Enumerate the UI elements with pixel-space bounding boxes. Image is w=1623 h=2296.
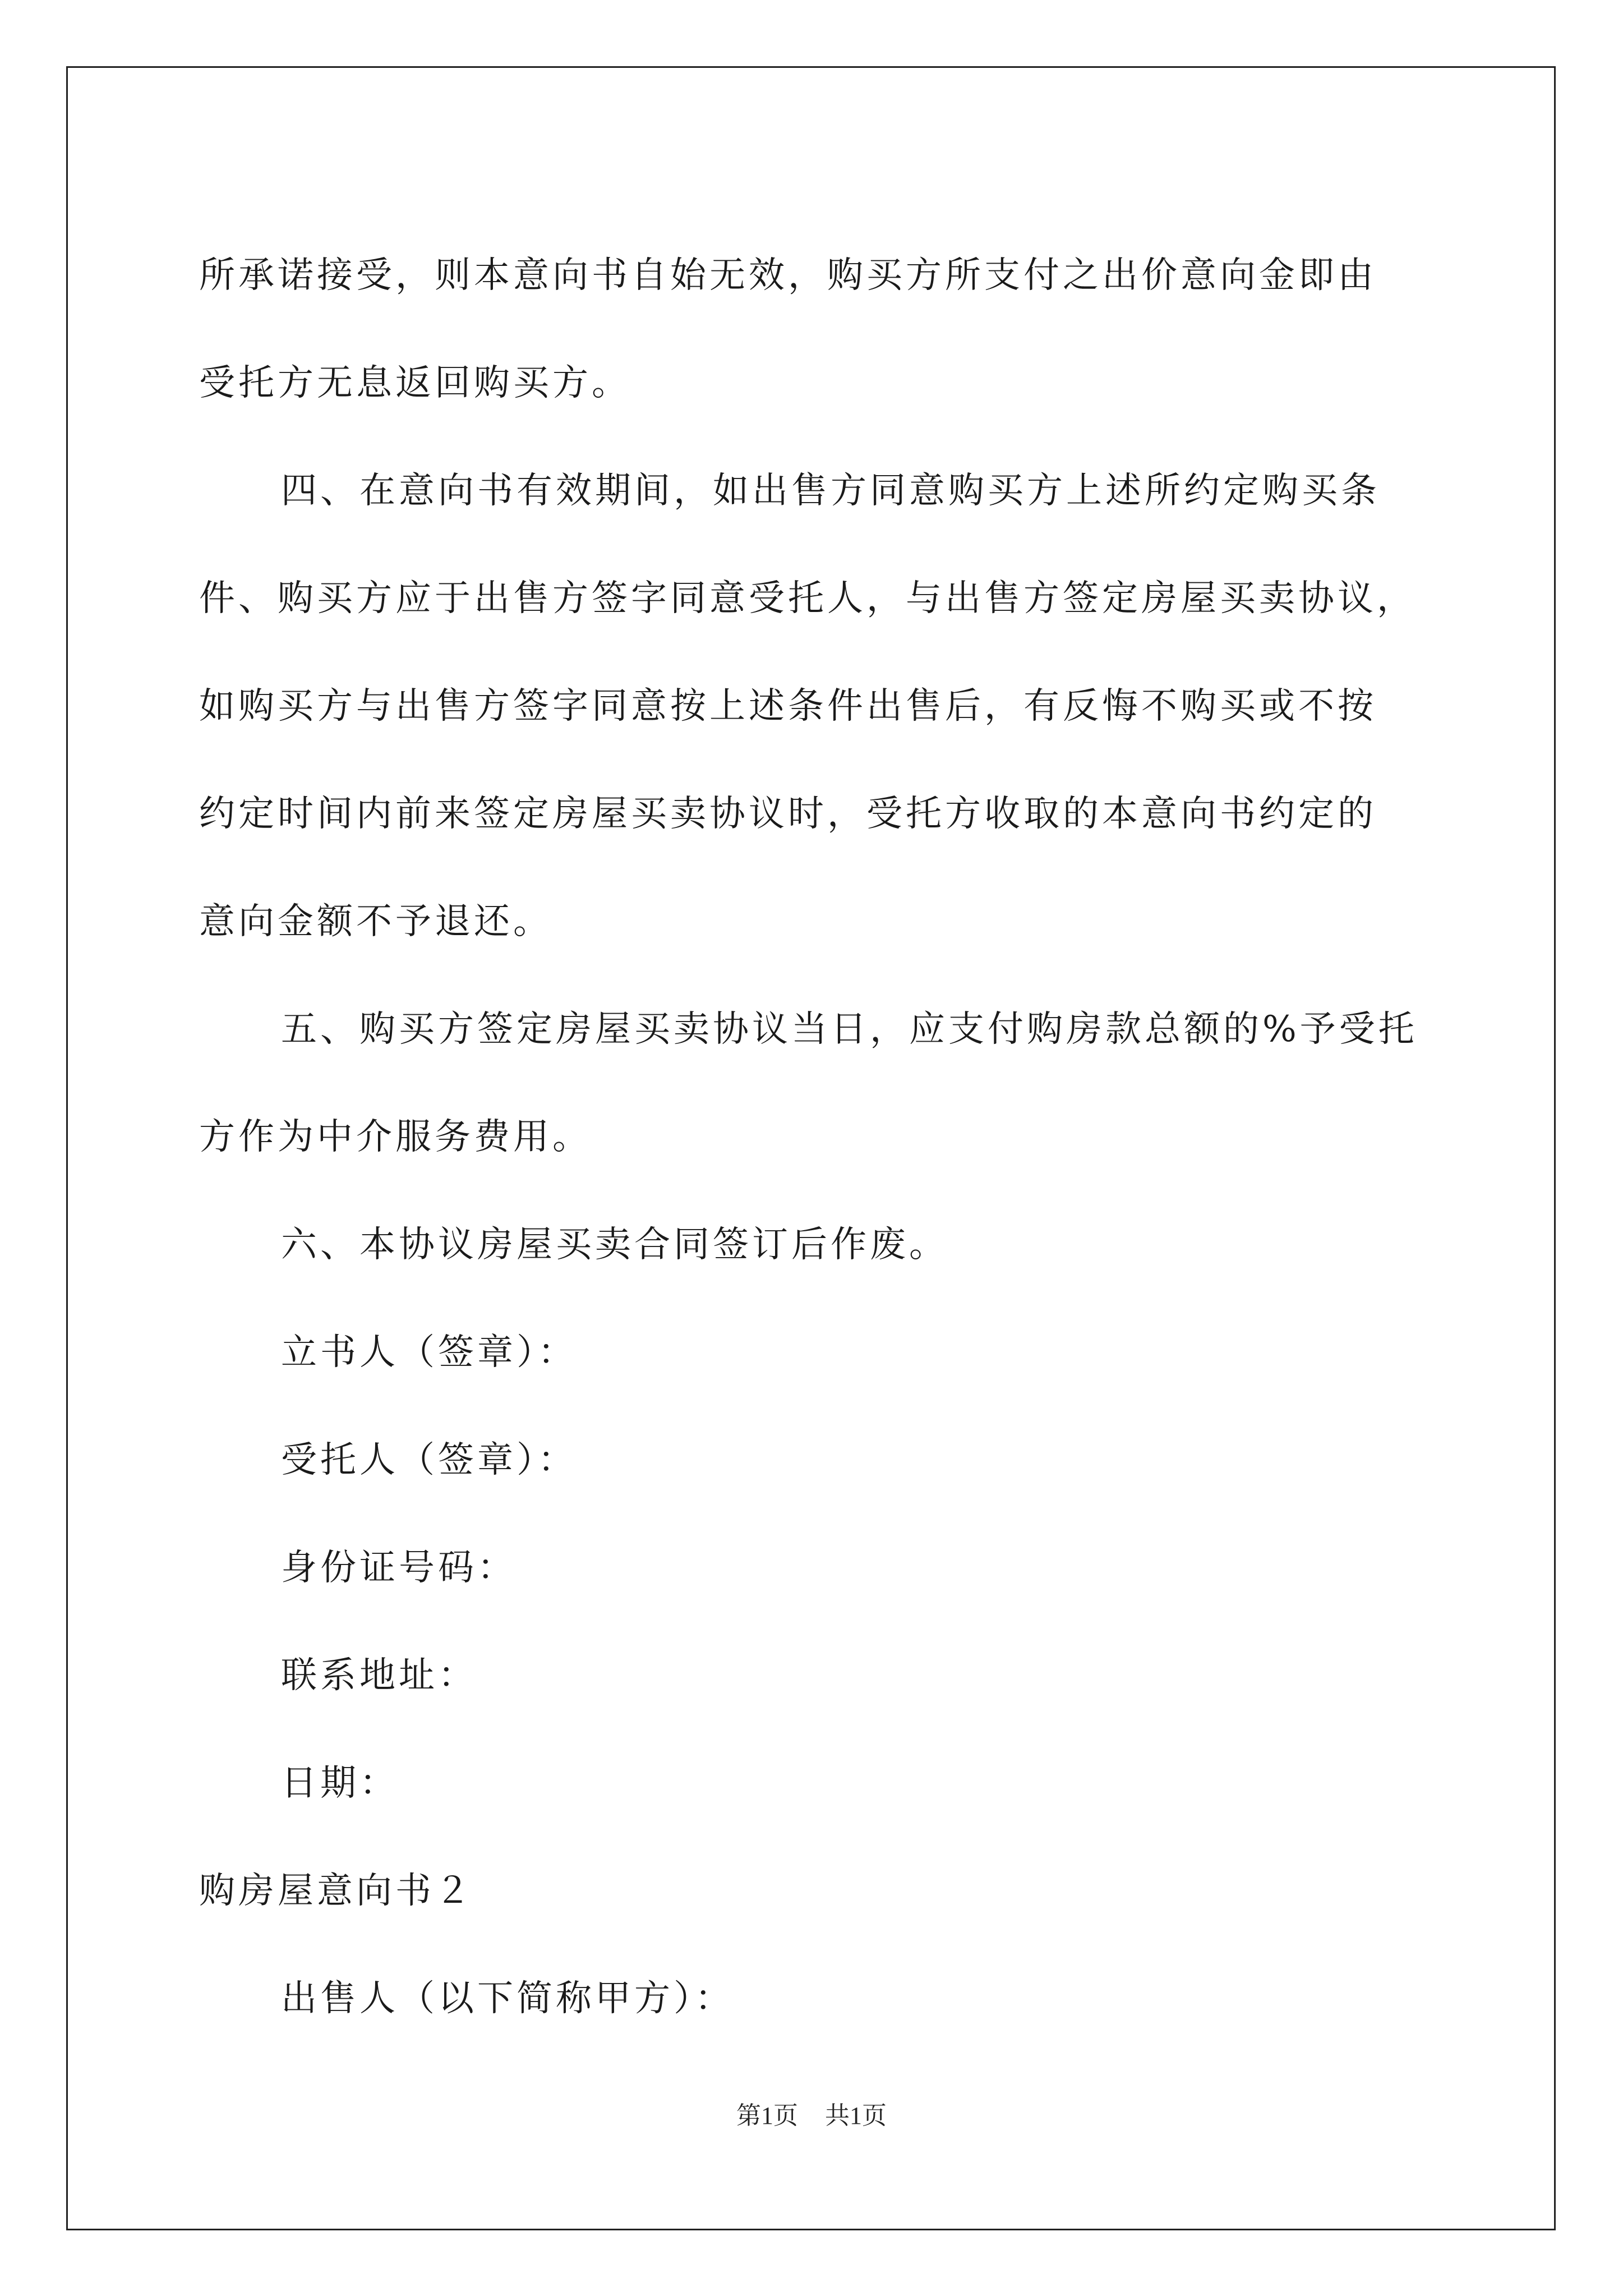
- page-total: 共1页: [825, 2102, 887, 2129]
- paragraph-line: 六、本协议房屋买卖合同签订后作废。: [281, 1224, 948, 1266]
- paragraph-line: 约定时间内前来签定房屋买卖协议时，受托方收取的本意向书约定的: [199, 793, 1377, 835]
- paragraph-line: 方作为中介服务费用。: [199, 1116, 592, 1158]
- paragraph-line: 如购买方与出售方签字同意按上述条件出售后，有反悔不购买或不按: [199, 685, 1377, 727]
- paragraph-line: 四、在意向书有效期间，如出售方同意购买方上述所约定购买条: [281, 470, 1380, 512]
- seller-label: 出售人（以下简称甲方）：: [281, 1978, 734, 2019]
- trustee-label: 受托人（签章）：: [281, 1439, 577, 1481]
- address-label: 联系地址：: [281, 1655, 477, 1696]
- paragraph-line: 所承诺接受，则本意向书自始无效，购买方所支付之出价意向金即由: [199, 255, 1377, 296]
- document-body: [199, 222, 1433, 2053]
- page-footer: [0, 2095, 1623, 2131]
- page-number: 第1页: [736, 2102, 798, 2129]
- paragraph-line: 件、购买方应于出售方签字同意受托人，与出售方签定房屋买卖协议，: [199, 578, 1416, 619]
- paragraph-line: 受托方无息返回购买方。: [199, 362, 631, 404]
- signatory-label: 立书人（签章）：: [281, 1332, 577, 1373]
- date-label: 日期：: [281, 1763, 399, 1804]
- section-heading: 购房屋意向书２: [199, 1870, 474, 1912]
- id-number-label: 身份证号码：: [281, 1547, 517, 1589]
- paragraph-line: 意向金额不予退还。: [199, 901, 552, 942]
- paragraph-line: 五、购买方签定房屋买卖协议当日，应支付购房款总额的%予受托: [281, 1009, 1418, 1050]
